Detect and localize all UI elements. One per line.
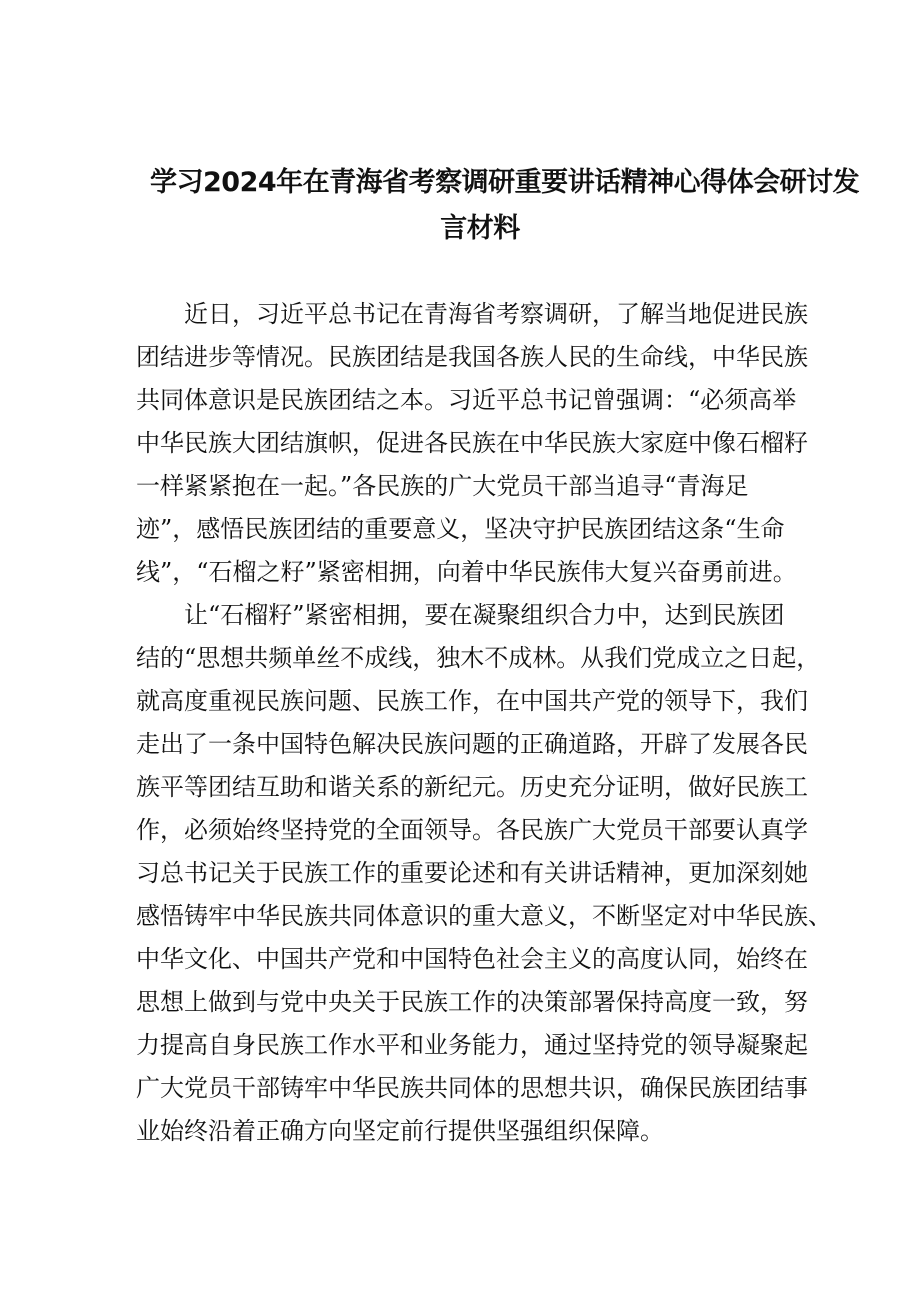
text-line: 习总书记关于民族工作的重要论述和有关讲话精神，更加深刻她 (136, 859, 808, 887)
text-line: 业始终沿着正确方向坚定前行提供坚强组织保障。 (136, 1117, 664, 1145)
text-line: 让“石榴籽”紧密相拥，要在凝聚组织合力中，达到民族团 (136, 601, 785, 629)
text-line: 结的“思想共频单丝不成线，独木不成林。从我们党成立之日起， (136, 644, 821, 672)
paragraph-1 (136, 293, 808, 594)
text-line: 作，必须始终坚持党的全面领导。各民族广大党员干部要认真学 (136, 816, 808, 844)
text-line: 族平等团结互助和谐关系的新纪元。历史充分证明，做好民族工 (136, 773, 808, 801)
text-line: 就高度重视民族问题、民族工作，在中国共产党的领导下，我们 (136, 687, 808, 715)
text-line: 迹”，感悟民族团结的重要意义，坚决守护民族团结这条“生命 (136, 515, 785, 543)
text-line: 思想上做到与党中央关于民族工作的决策部署保持高度一致，努 (136, 988, 808, 1016)
title-line: 学习2024年在青海省考察调研重要讲话精神心得体会研讨发 (150, 167, 860, 198)
text-line: 力提高自身民族工作水平和业务能力，通过坚持党的领导凝聚起 (136, 1031, 808, 1059)
text-line: 中华文化、中国共产党和中国特色社会主义的高度认同，始终在 (136, 945, 808, 973)
paragraph-2 (136, 594, 832, 1153)
document-body (136, 293, 832, 1153)
text-line: 广大党员干部铸牢中华民族共同体的思想共识，确保民族团结事 (136, 1074, 808, 1102)
text-line: 感悟铸牢中华民族共同体意识的重大意义，不断坚定对中华民族、 (136, 902, 832, 930)
document-title (150, 160, 860, 252)
text-line: 团结进步等情况。民族团结是我国各族人民的生命线，中华民族 (136, 343, 808, 371)
text-line: 走出了一条中国特色解决民族问题的正确道路，开辟了发展各民 (136, 730, 808, 758)
text-line: 中华民族大团结旗帜，促进各民族在中华民族大家庭中像石榴籽 (136, 429, 808, 457)
text-line: 近日，习近平总书记在青海省考察调研，了解当地促进民族 (136, 300, 808, 328)
title-line: 言材料 (440, 213, 520, 244)
text-line: 一样紧紧抱在一起。”各民族的广大党员干部当追寻“青海足 (136, 472, 749, 500)
text-line: 共同体意识是民族团结之本。习近平总书记曾强调：“必须高举 (136, 386, 797, 414)
text-line: 线”，“石榴之籽”紧密相拥，向着中华民族伟大复兴奋勇前进。 (136, 558, 797, 586)
